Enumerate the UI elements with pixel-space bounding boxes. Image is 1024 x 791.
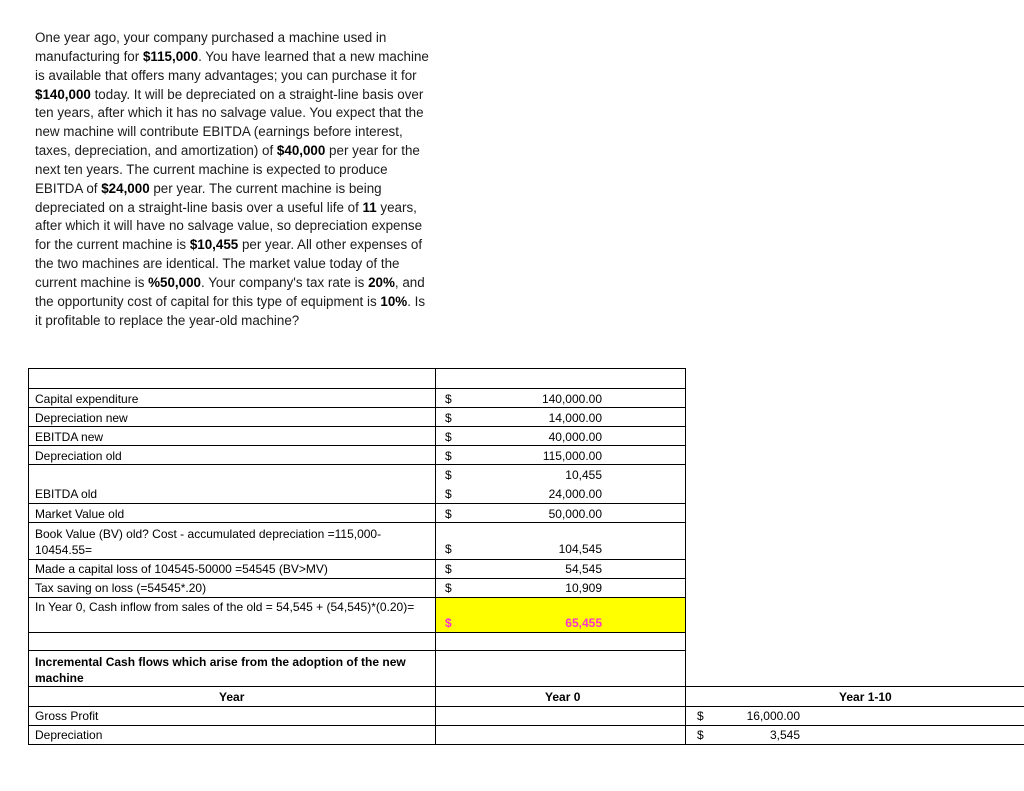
problem-statement: One year ago, your company purchased a machine used in manufacturing for $115,000. You have learned that a new machine is available that offers many advantages; you can purchase it for $140,000 today. It will be depreciated on a straight-line basis over ten years, after which it has no salvage value. You expect that the new machine will contribute EBITDA (earnings before interest, taxes, depreciation, and amortization) of $40,000 per year for the next ten years. The current machine is expected to produce EBITDA of $24,000 per year. The current machine is being depreciated on a straight-line basis over a useful life of 11 years, after which it will have no salvage value, so depreciation expense for the current machine is $10,455 per year. All other expenses of the two machines are identical. The market value today of the current machine is %50,000. Your company's tax rate is 20%, and the opportunity cost of capital for this type of equipment is 10%. Is it profitable to replace the year-old machine?	[35, 30, 429, 328]
row-label: Made a capital loss of 104545-50000 =54545 (BV>MV)	[35, 562, 328, 576]
row-value[interactable]: 65,455	[565, 616, 602, 630]
currency-symbol: $	[445, 507, 452, 521]
currency-symbol: $	[445, 562, 452, 576]
row-value[interactable]: 40,000.00	[548, 430, 602, 444]
row-value[interactable]: 140,000.00	[541, 392, 602, 406]
row-label: Depreciation new	[35, 411, 128, 425]
grid-line	[28, 597, 686, 598]
grid-line	[28, 445, 686, 446]
section-heading: Incremental Cash flows which arise from the adoption of the new machine	[35, 655, 406, 685]
currency-symbol: $	[445, 487, 452, 501]
grid-line	[28, 368, 686, 369]
grid-line	[28, 632, 686, 633]
grid-line	[28, 725, 1024, 726]
grid-line	[28, 368, 29, 744]
row-value[interactable]: 10,455	[565, 468, 602, 482]
row-label: In Year 0, Cash inflow from sales of the old = 54,545 + (54,545)*(0.20)=	[35, 600, 415, 614]
row-label: Capital expenditure	[35, 392, 139, 406]
grid-line	[28, 650, 686, 651]
row-value[interactable]: 50,000.00	[548, 507, 602, 521]
currency-symbol: $	[697, 728, 704, 742]
row-label: Gross Profit	[35, 709, 99, 723]
currency-symbol: $	[697, 709, 704, 723]
grid-line	[435, 368, 436, 744]
row-value[interactable]: 115,000.00	[542, 449, 602, 463]
currency-symbol: $	[445, 542, 452, 556]
grid-line	[28, 407, 686, 408]
grid-line	[28, 706, 1024, 707]
grid-line	[28, 522, 686, 523]
grid-line	[28, 744, 1024, 745]
currency-symbol: $	[445, 392, 452, 406]
row-value[interactable]: 14,000.00	[548, 411, 602, 425]
currency-symbol: $	[445, 449, 452, 463]
grid-line	[685, 368, 686, 744]
row-label: Depreciation old	[35, 449, 122, 463]
row-value[interactable]: 16,000.00	[746, 709, 800, 723]
row-label: Depreciation	[35, 728, 103, 742]
row-label: EBITDA old	[35, 487, 98, 501]
grid-line	[28, 559, 686, 560]
currency-symbol: $	[445, 468, 452, 482]
highlighted-cell[interactable]	[436, 598, 685, 632]
currency-symbol: $	[445, 411, 452, 425]
row-label: Book Value (BV) old? Cost - accumulated depreciation =115,000-10454.55=	[35, 527, 382, 557]
currency-symbol: $	[445, 430, 452, 444]
grid-line	[28, 464, 686, 465]
grid-line	[28, 388, 686, 389]
row-label: Tax saving on loss (=54545*.20)	[35, 581, 207, 595]
currency-symbol: $	[445, 616, 452, 630]
row-value[interactable]: 24,000.00	[548, 487, 602, 501]
grid-line	[28, 426, 686, 427]
grid-line	[28, 578, 686, 579]
currency-symbol: $	[445, 581, 452, 595]
row-value[interactable]: 10,909	[565, 581, 602, 595]
row-value[interactable]: 104,545	[558, 542, 602, 556]
grid-line	[28, 686, 1024, 687]
column-header-year-0: Year 0	[545, 690, 581, 704]
column-header-year: Year	[219, 690, 245, 704]
row-value[interactable]: 3,545	[769, 728, 800, 742]
column-header-year-1-10: Year 1-10	[839, 690, 892, 704]
row-label: EBITDA new	[35, 430, 104, 444]
row-value[interactable]: 54,545	[565, 562, 602, 576]
row-label: Market Value old	[35, 507, 125, 521]
grid-line	[28, 503, 686, 504]
